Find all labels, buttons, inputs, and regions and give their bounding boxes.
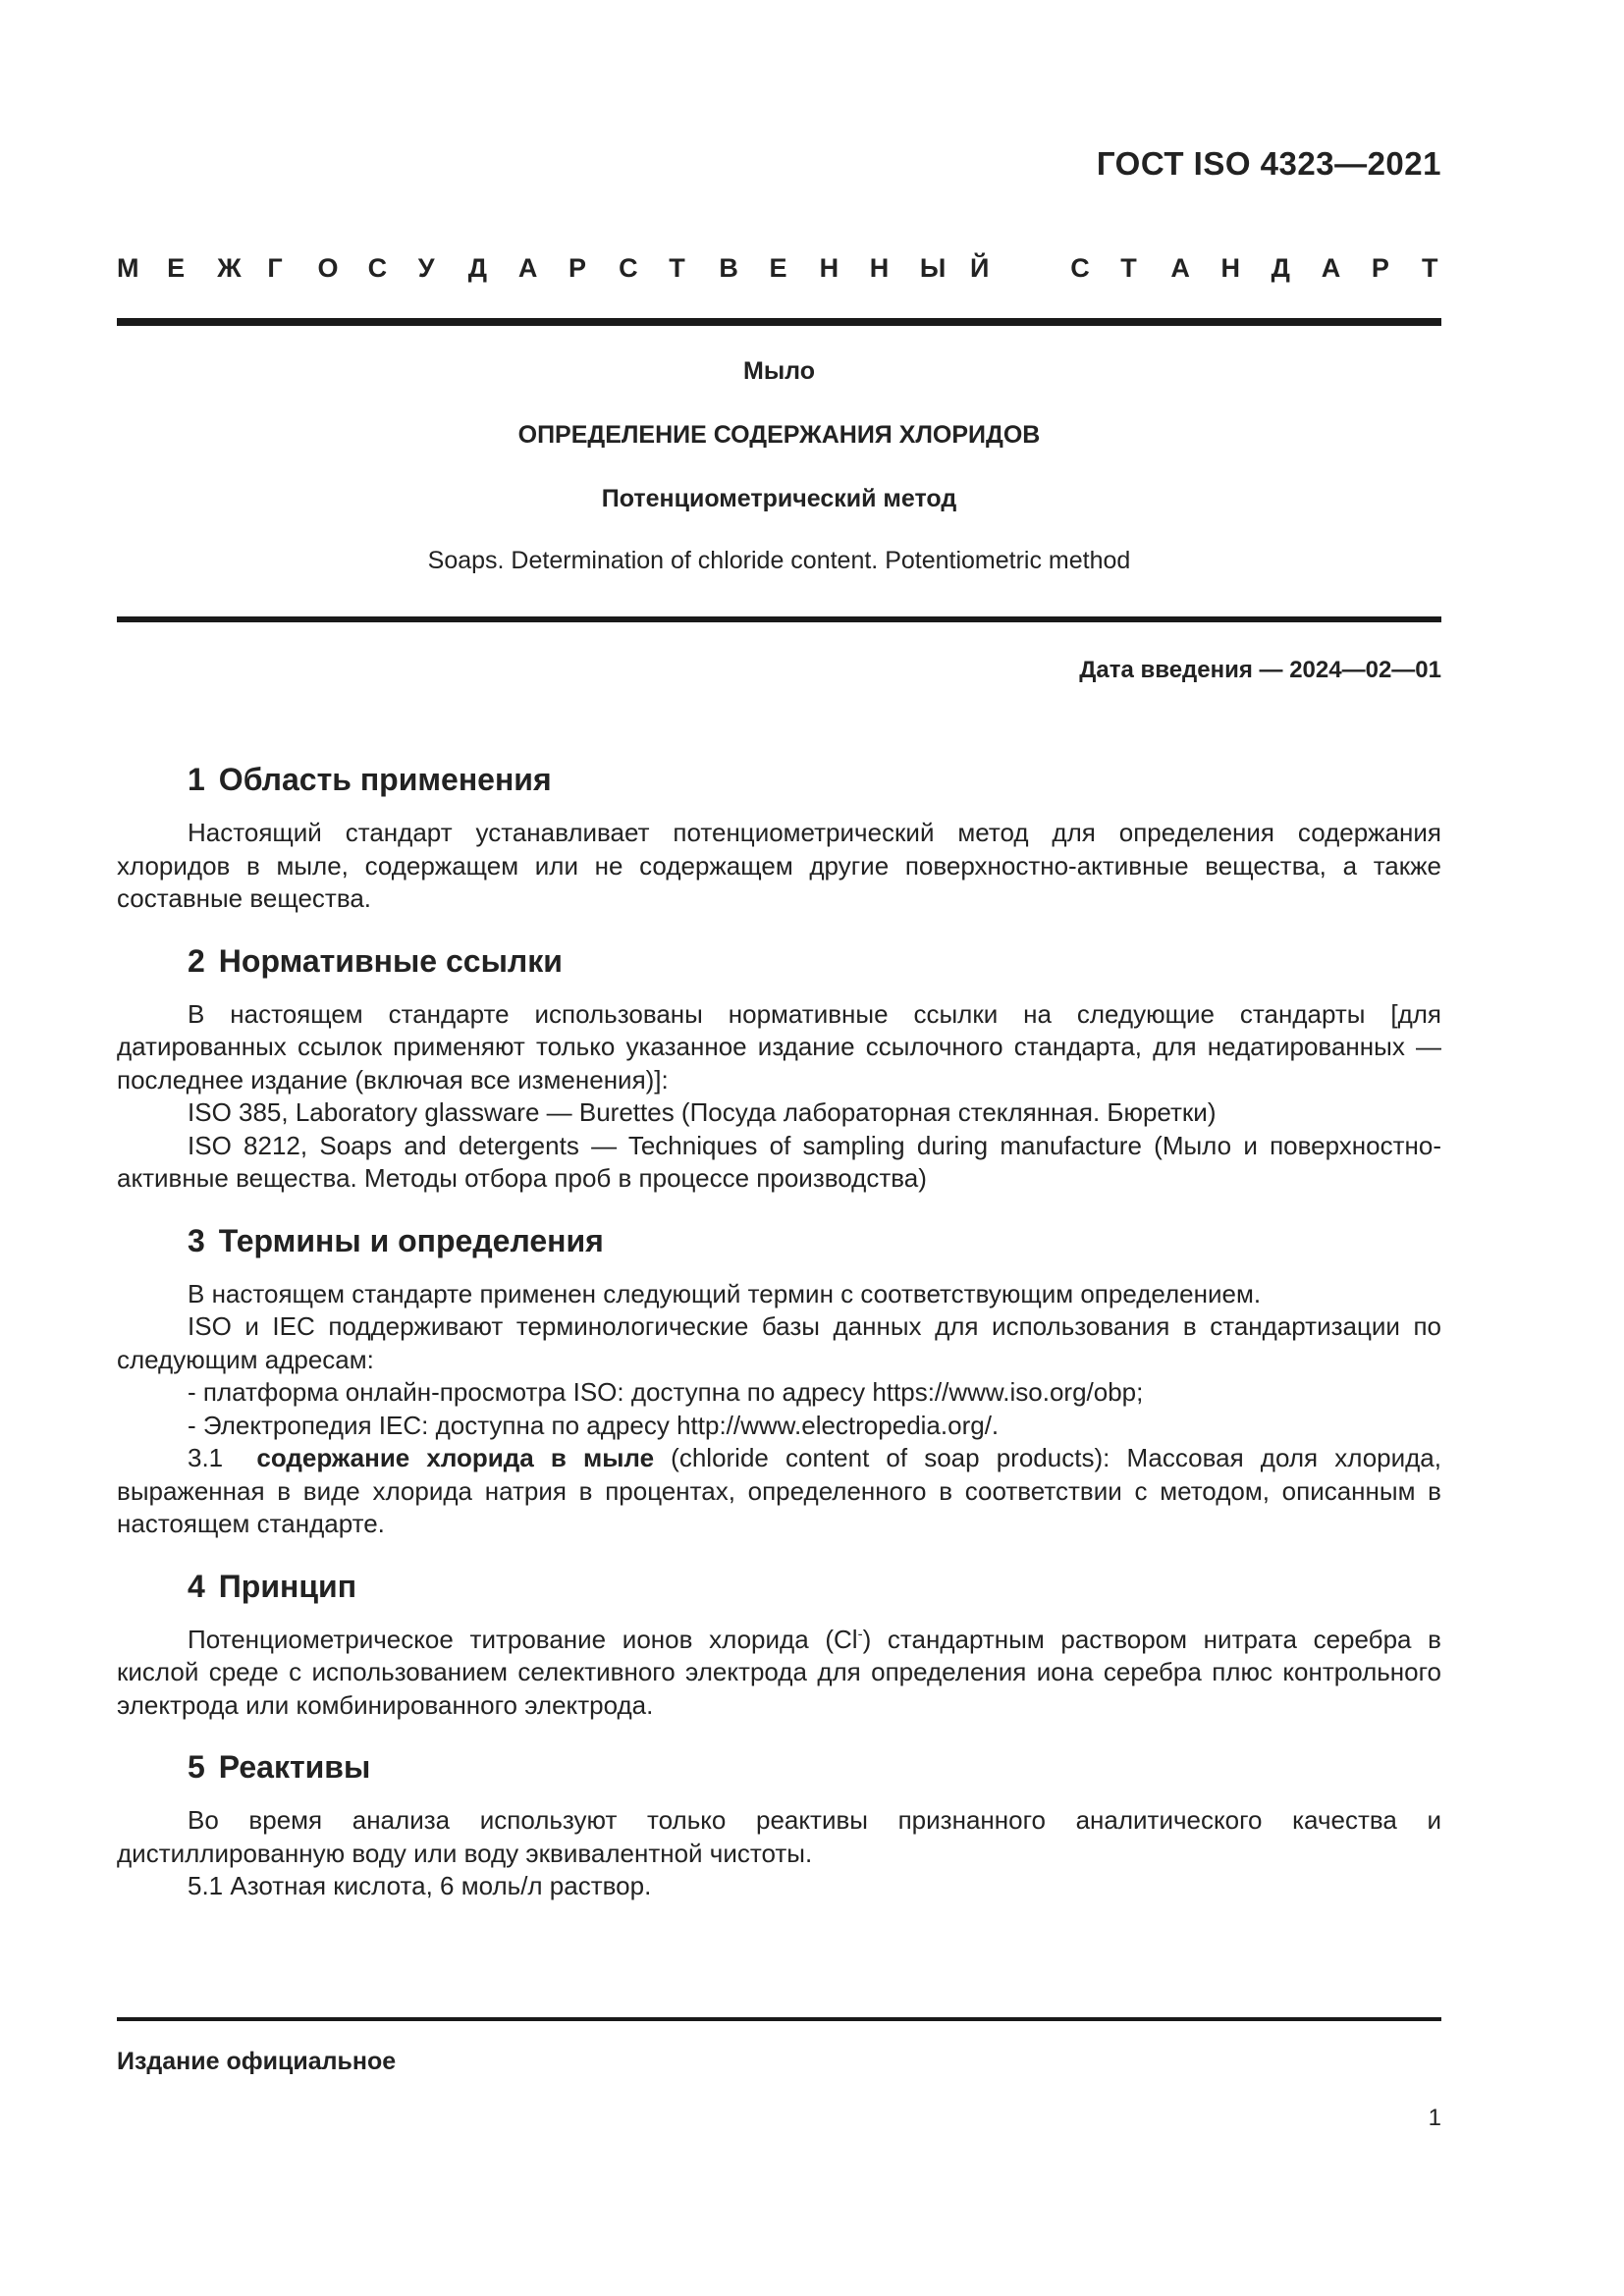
section-title: Реактивы [218, 1749, 371, 1785]
section-heading [117, 1743, 1441, 1790]
section-heading [117, 937, 1441, 985]
iso-obp-address: - платформа онлайн-просмотра ISO: доступна по адресу https://www.iso.org/obp; [188, 1377, 1144, 1407]
section-heading [117, 1217, 1441, 1264]
interstate-letter: С [619, 253, 638, 283]
page-number: 1 [1428, 2105, 1441, 2131]
term-number: 3.1 [188, 1443, 224, 1472]
paragraph: В настоящем стандарте применен следующий термин с соответствующим определением. [188, 1278, 1262, 1308]
section-heading [117, 1563, 1441, 1610]
footer-rule [117, 2017, 1441, 2021]
interstate-letter: Т [669, 253, 685, 283]
section-number: 3 [188, 1222, 205, 1258]
term-text: (chloride content of soap products): Массовая доля хлорида, выраженная в виде хлорида натрия в процентах, определенного в соответствии с методом, описанным в настоящем стандарте. [117, 1443, 1441, 1538]
interstate-letter: Д [1271, 253, 1290, 283]
standard-number: ГОСТ ISO 4323—2021 [1096, 145, 1441, 182]
interstate-letter: Г [267, 253, 283, 283]
interstate-letter: А [1321, 253, 1341, 283]
interstate-letter: Д [467, 253, 488, 283]
interstate-letter: Ж [217, 253, 242, 283]
principle-text-start: Потенциометрическое титрование ионов хлорида (Cl [188, 1624, 858, 1654]
paragraph [117, 1624, 1441, 1723]
interstate-letter: Н [1220, 253, 1241, 283]
interstate-letter: Т [1422, 253, 1438, 283]
interstate-letter: Е [769, 253, 787, 283]
section-reagents [117, 1743, 1441, 1903]
paragraph: В настоящем стандарте использованы нормативные ссылки на следующие стандарты [для датированных ссылок применяют только указанное издание ссылочного стандарта, для недатированных — последнее издание (включая все изменения)]: [117, 998, 1441, 1095]
interstate-letter: Р [568, 253, 587, 283]
reference-iso-385: ISO 385, Laboratory glassware — Burettes (Посуда лабораторная стеклянная. Бюретки) [188, 1097, 1217, 1127]
title-english: Soaps. Determination of chloride content. Potentiometric method [427, 547, 1131, 574]
interstate-letter: В [719, 253, 738, 283]
term-name: содержание хлорида в мыле [256, 1443, 655, 1472]
section-title: Область применения [218, 762, 552, 797]
section-number: 5 [188, 1749, 205, 1785]
paragraph: Во время анализа используют только реактивы признанного аналитического качества и дистиллированную воду или воду эквивалентной чистоты. [117, 1805, 1441, 1868]
section-number: 2 [188, 942, 205, 979]
section-number: 4 [188, 1568, 205, 1604]
section-title: Нормативные ссылки [218, 942, 563, 979]
interstate-letter: Ы [919, 253, 947, 283]
introduction-date: Дата введения — 2024—02—01 [1079, 657, 1441, 683]
paragraph: ISO и IEC поддерживают терминологические базы данных для использования в стандартизации по следующим адресам: [117, 1311, 1441, 1374]
section-number: 1 [188, 762, 205, 797]
section-terms [117, 1217, 1441, 1541]
chloride-charge: - [857, 1625, 863, 1642]
principle-text-end: ) стандартным раствором нитрата серебра в кислой среде с использованием селективного электрода для определения иона серебра плюс контрольного электрода или комбинированного электрода. [117, 1624, 1441, 1720]
iec-electropedia-address: - Электропедия IEC: доступна по адресу http://www.electropedia.org/. [188, 1410, 1000, 1440]
section-title: Термины и определения [218, 1222, 604, 1258]
reagent-nitric-acid: 5.1 Азотная кислота, 6 моль/л раствор. [188, 1871, 652, 1900]
section-principle [117, 1563, 1441, 1723]
title-rule [117, 616, 1441, 622]
section-title: Принцип [218, 1568, 357, 1604]
interstate-standard-heading [117, 253, 1441, 287]
section-scope [117, 756, 1441, 916]
title-subject: Мыло [743, 357, 815, 385]
paragraph: Настоящий стандарт устанавливает потенциометрический метод для определения содержания хлоридов в мыле, содержащем или не содержащем другие поверхностно-активные вещества, а также составные вещества. [117, 818, 1441, 913]
top-rule [117, 318, 1441, 326]
section-normative-references [117, 937, 1441, 1196]
document-body [117, 756, 1441, 1925]
interstate-letter: А [1170, 253, 1190, 283]
reference-iso-8212: ISO 8212, Soaps and detergents — Techniques of sampling during manufacture (Мыло и поверхностно-активные вещества. Методы отбора проб в процессе производства) [117, 1130, 1441, 1193]
official-edition-label: Издание официальное [117, 2048, 397, 2075]
term-definition [117, 1442, 1441, 1541]
interstate-letter: А [517, 253, 538, 283]
interstate-letter: О [317, 253, 339, 283]
interstate-letter: С [367, 253, 388, 283]
title-method: Потенциометрический метод [601, 485, 957, 512]
interstate-letter: Р [1371, 253, 1389, 283]
interstate-letter: Н [819, 253, 839, 283]
interstate-letter: С [1070, 253, 1090, 283]
interstate-letter: Н [869, 253, 890, 283]
interstate-letter: Т [1120, 253, 1137, 283]
section-heading [117, 756, 1441, 803]
interstate-letter: Е [167, 253, 186, 283]
interstate-letter: Й [969, 253, 990, 283]
title-main: ОПРЕДЕЛЕНИЕ СОДЕРЖАНИЯ ХЛОРИДОВ [517, 421, 1041, 449]
interstate-letter: М [117, 253, 139, 283]
interstate-letter: У [417, 253, 435, 283]
